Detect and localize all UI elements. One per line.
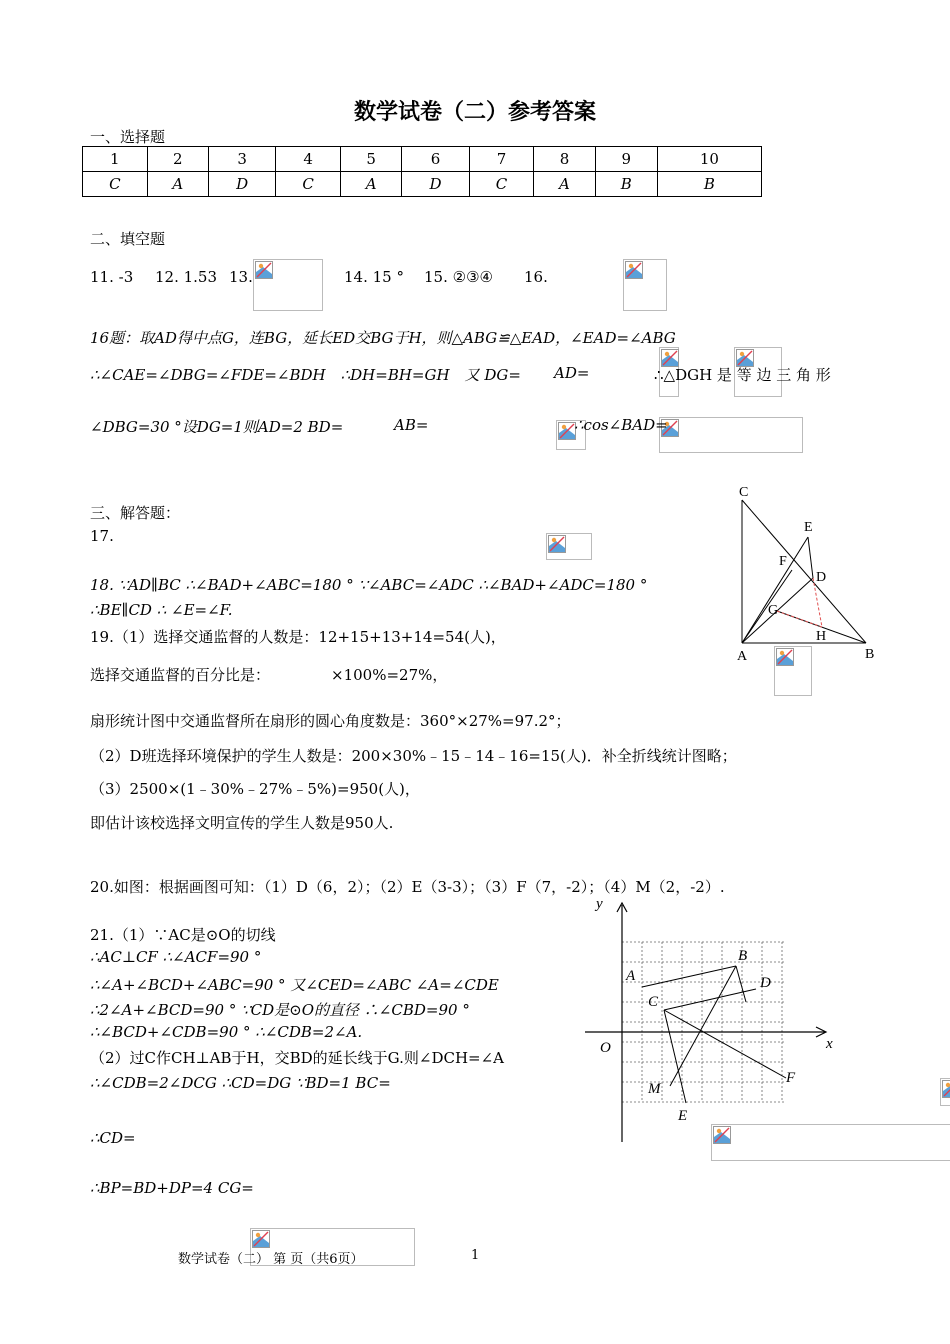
- triangle-label-b: B: [865, 647, 875, 662]
- answer-cell: C: [276, 172, 341, 197]
- bc-value-image: [940, 1078, 950, 1106]
- q19-line6: 即估计该校选择文明宣传的学生人数是950人.: [90, 814, 394, 832]
- q20-answer: 20.如图：根据画图可知：（1）D（6，2）；（2）E（3-3）；（3）F（7，-2）；（4）M（2，-2）.: [90, 878, 725, 896]
- answer-cell: B: [595, 172, 657, 197]
- grid-axis-label-y: y: [596, 896, 603, 912]
- question-number-cell: 2: [147, 147, 208, 172]
- q16-solution-line3a: ∠DBG=30 °设DG=1则AD=2 BD=: [90, 418, 344, 436]
- q19-line5: （3）2500×(1﹣30%﹣27%﹣5%)=950(人)，: [90, 780, 420, 798]
- page-number: 1: [471, 1248, 480, 1263]
- grid-point-label-b: B: [738, 948, 748, 964]
- q16-image-placeholder: [623, 259, 667, 311]
- broken-image-icon: [942, 1080, 950, 1098]
- q18-line1: 18. ∵AD∥BC ∴∠BAD+∠ABC=180 ° ∵∠ABC=∠ADC ∴∠BAD+∠ADC=180 °: [90, 576, 648, 594]
- q16-solution-line2a: ∴∠CAE=∠DBG=∠FDE=∠BDH ∴DH=BH=GH 又 DG=: [90, 366, 521, 384]
- q17-label: 17.: [90, 527, 114, 545]
- q19-line2a: 选择交通监督的百分比是：: [90, 666, 271, 684]
- q19-line1: 19.（1）选择交通监督的人数是：12+15+13+14=54(人)，: [90, 628, 506, 646]
- q21-line6: （2）过C作CH⊥AB于H，交BD的延长线于G.则∠DCH=∠A: [90, 1049, 505, 1067]
- answer-cell: A: [534, 172, 595, 197]
- q21-line3: ∴∠A+∠BCD+∠ABC=90 ° 又∠CED=∠ABC ∠A=∠CDE: [90, 976, 499, 994]
- q21-line7: ∴∠CDB=2∠DCG ∴CD=DG ∵BD=1 BC=: [90, 1074, 391, 1092]
- q16-solution-line1: 16题：取AD得中点G，连BG，延长ED交BG于H，则△ABG≌△EAD，∠EAD=∠ABG: [90, 329, 676, 347]
- choice-answer-table: [82, 146, 762, 197]
- grid-point-label-e: E: [678, 1108, 688, 1124]
- triangle-label-h: H: [816, 629, 827, 644]
- grid-point-label-m: M: [648, 1081, 661, 1097]
- section-fill-heading: 二、填空题: [90, 230, 166, 248]
- q16-solution-line2b: AD=: [554, 364, 590, 382]
- q15-answer: 15. ②③④: [424, 268, 493, 286]
- broken-image-icon: [255, 261, 273, 279]
- question-number-cell: 9: [595, 147, 657, 172]
- q14-answer: 14. 15 °: [344, 268, 404, 286]
- q16-solution-line2c: ∴△DGH 是 等 边 三 角 形: [654, 366, 831, 384]
- triangle-label-f: F: [779, 554, 787, 569]
- triangle-label-e: E: [804, 520, 813, 535]
- section-choice-heading: 一、选择题: [90, 128, 166, 146]
- answer-cell: B: [657, 172, 761, 197]
- question-number-cell: 3: [208, 147, 275, 172]
- answer-cell: D: [402, 172, 469, 197]
- grid-origin-label: O: [600, 1040, 611, 1056]
- footer-text: 数学试卷（二） 第 页（共6页）: [178, 1252, 364, 1267]
- answer-cell: C: [83, 172, 148, 197]
- broken-image-icon: [252, 1230, 270, 1248]
- question-number-cell: 6: [402, 147, 469, 172]
- grid-point-label-f: F: [786, 1070, 796, 1086]
- q21-line5: ∴∠BCD+∠CDB=90 ° ∴∠CDB=2∠A.: [90, 1023, 363, 1041]
- table-row: [83, 147, 762, 172]
- triangle-label-c: C: [739, 485, 749, 500]
- question-number-cell: 5: [340, 147, 401, 172]
- q21-line4: ∴2∠A+∠BCD=90 ° ∵CD是⊙O的直径 ∴∠CBD=90 °: [90, 1001, 470, 1019]
- answer-cell: C: [469, 172, 534, 197]
- ab-value-image: [659, 417, 803, 453]
- grid-point-label-a: A: [626, 968, 636, 984]
- q12-answer: 12. 1.53: [155, 268, 218, 286]
- q16-solution-line3c: ∴cos∠BAD=: [574, 416, 668, 434]
- page-title: 数学试卷（二）参考答案: [353, 99, 596, 125]
- triangle-label-a: A: [737, 649, 748, 664]
- broken-image-icon: [625, 261, 643, 279]
- triangle-figure: [728, 480, 888, 670]
- q19-line2b: ×100%=27%，: [331, 666, 448, 684]
- question-number-cell: 8: [534, 147, 595, 172]
- grid-point-label-d: D: [760, 975, 771, 991]
- q13-image-placeholder: [253, 259, 323, 311]
- q21-line2: ∴AC⊥CF ∴∠ACF=90 °: [90, 948, 262, 966]
- q18-line2: ∴BE∥CD ∴ ∠E=∠F.: [90, 601, 233, 619]
- section-answer-heading: 三、解答题：: [90, 504, 181, 522]
- q13-label: 13.: [229, 268, 253, 286]
- q17-image-placeholder: [546, 533, 592, 560]
- question-number-cell: 7: [469, 147, 534, 172]
- triangle-label-d: D: [816, 570, 827, 585]
- table-row: [83, 172, 762, 197]
- q16-solution-line3b: AB=: [394, 416, 429, 434]
- question-number-cell: 4: [276, 147, 341, 172]
- triangle-label-g: G: [768, 603, 779, 618]
- grid-point-label-c: C: [648, 994, 659, 1010]
- q19-line4: （2）D班选择环境保护的学生人数是：200×30%﹣15﹣14﹣16=15(人)．补全折线统计图略；: [90, 747, 737, 765]
- q21-line1: 21.（1）∵AC是⊙O的切线: [90, 926, 276, 944]
- broken-image-icon: [548, 535, 566, 553]
- answer-cell: A: [147, 172, 208, 197]
- answer-cell: D: [208, 172, 275, 197]
- coordinate-grid-figure: [580, 893, 840, 1153]
- q19-line3: 扇形统计图中交通监督所在扇形的圆心角度数是：360°×27%=97.2°；: [90, 712, 571, 730]
- q16-label: 16.: [524, 268, 548, 286]
- answer-cell: A: [340, 172, 401, 197]
- q11-answer: 11. -3: [90, 268, 134, 286]
- question-number-cell: 10: [657, 147, 761, 172]
- q21-line9: ∴BP=BD+DP=4 CG=: [90, 1179, 254, 1197]
- question-number-cell: 1: [83, 147, 148, 172]
- q21-line8: ∴CD=: [90, 1129, 136, 1147]
- grid-axis-label-x: x: [826, 1036, 833, 1052]
